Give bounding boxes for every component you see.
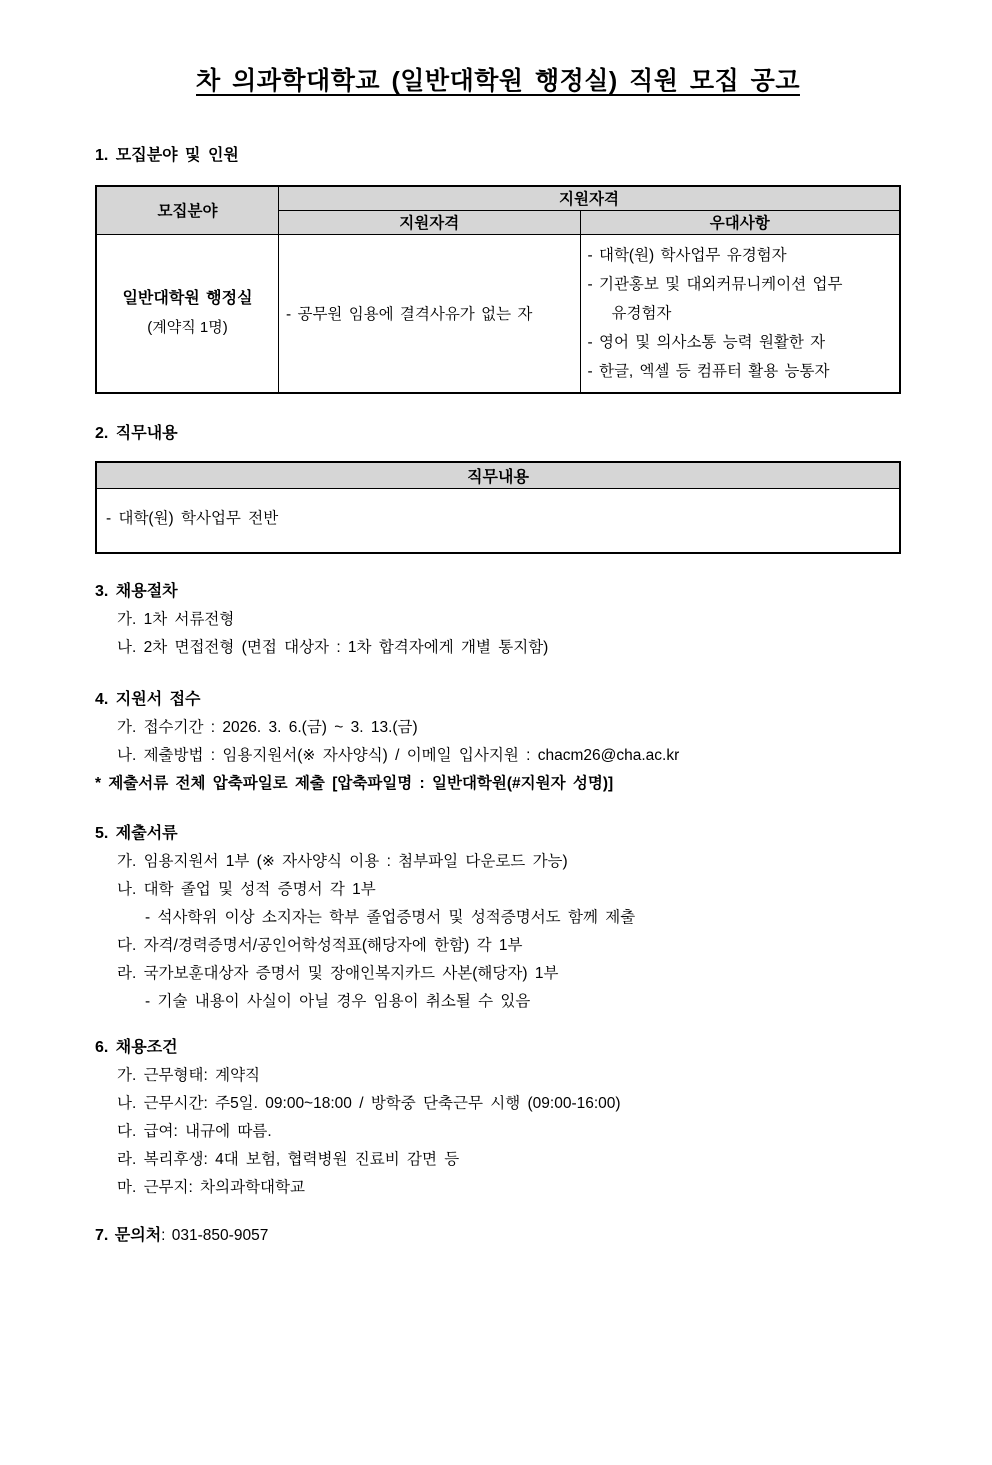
list-sub-item: - 기술 내용이 사실이 아닐 경우 임용이 취소될 수 있음 (145, 992, 531, 1010)
section-contact (95, 1222, 901, 1250)
section-3-heading: 3. 채용절차 (95, 582, 178, 600)
section-job-description (95, 420, 901, 554)
list-item: 다. 급여: 내규에 따름. (117, 1122, 272, 1140)
list-item-email: 나. 제출방법 : 임용지원서(※ 자사양식) / 이메일 입사지원 : chacm26@cha.ac.kr (117, 746, 680, 764)
recruitment-table (95, 185, 901, 394)
job-description-header-row (96, 462, 900, 489)
list-item: 나. 근무시간: 주5일. 09:00~18:00 / 방학중 단축근무 시행 (09:00-16:00) (117, 1094, 621, 1112)
header-cell-preferred: 우대사항 (580, 210, 900, 234)
list-item: 마. 근무지: 차의과학대학교 (117, 1178, 305, 1196)
table-header-row-1 (96, 186, 900, 210)
contact-phone: : 031-850-9057 (161, 1226, 269, 1244)
cell-qualification (279, 234, 581, 393)
section-required-documents (95, 820, 901, 1016)
section-1-heading: 1. 모집분야 및 인원 (95, 147, 239, 164)
header-cell-field: 모집분야 (96, 186, 279, 234)
document-title (95, 64, 901, 98)
section-hiring-process (95, 578, 901, 662)
job-description-body-row (96, 489, 900, 553)
list-item: 나. 2차 면접전형 (면접 대상자 : 1차 합격자에게 개별 통지함) (117, 638, 549, 656)
preferred-line: - 대학(원) 학사업무 유경험자 (587, 246, 787, 264)
list-item: 라. 복리후생: 4대 보험, 협력병원 진료비 감면 등 (117, 1150, 460, 1168)
list-item: 가. 1차 서류전형 (117, 610, 235, 628)
table-data-row (96, 234, 900, 393)
section-7-heading: 7. 문의처 (95, 1226, 162, 1244)
section-employment-conditions (95, 1034, 901, 1202)
section-application-submission (95, 686, 901, 798)
preferred-line: - 영어 및 의사소통 능력 원활한 자 (587, 333, 826, 351)
recruitment-field-name: 일반대학원 행정실 (122, 290, 253, 307)
list-item: 라. 국가보훈대상자 증명서 및 장애인복지카드 사본(해당자) 1부 (117, 964, 559, 982)
header-cell-qualification: 지원자격 (279, 210, 581, 234)
preferred-line-continuation: 유경험자 (611, 304, 672, 322)
section-5-heading: 5. 제출서류 (95, 824, 178, 842)
qualification-text: - 공무원 임용에 결격사유가 없는 자 (286, 306, 533, 323)
section-recruitment-field (95, 142, 901, 394)
cell-preferred (580, 234, 900, 393)
job-description-header: 직무내용 (96, 462, 900, 489)
cell-recruitment-field (96, 234, 279, 393)
list-item: 가. 근무형태: 계약직 (117, 1066, 261, 1084)
job-description-content: - 대학(원) 학사업무 전반 (96, 489, 900, 553)
section-6-heading: 6. 채용조건 (95, 1038, 178, 1056)
list-item: 가. 접수기간 : 2026. 3. 6.(금) ~ 3. 13.(금) (117, 718, 418, 736)
recruitment-field-note: (계약직 1명) (147, 319, 228, 336)
document-title-text: 차 의과학대학교 (일반대학원 행정실) 직원 모집 공고 (196, 67, 800, 95)
list-item: 가. 임용지원서 1부 (※ 자사양식 이용 : 첨부파일 다운로드 가능) (117, 852, 568, 870)
list-item: 나. 대학 졸업 및 성적 증명서 각 1부 (117, 880, 376, 898)
submission-note: * 제출서류 전체 압축파일로 제출 [압축파일명 : 일반대학원(#지원자 성명)] (95, 774, 614, 792)
header-cell-qualification-group: 지원자격 (279, 186, 901, 210)
preferred-line: - 한글, 엑셀 등 컴퓨터 활용 능통자 (587, 362, 830, 380)
list-item: 다. 자격/경력증명서/공인어학성적표(해당자에 한함) 각 1부 (117, 936, 523, 954)
section-4-heading: 4. 지원서 접수 (95, 690, 201, 708)
job-description-table (95, 461, 901, 554)
list-sub-item: - 석사학위 이상 소지자는 학부 졸업증명서 및 성적증명서도 함께 제출 (145, 908, 636, 926)
preferred-line: - 기관홍보 및 대외커뮤니케이션 업무 (587, 275, 843, 293)
section-2-heading: 2. 직무내용 (95, 424, 178, 442)
